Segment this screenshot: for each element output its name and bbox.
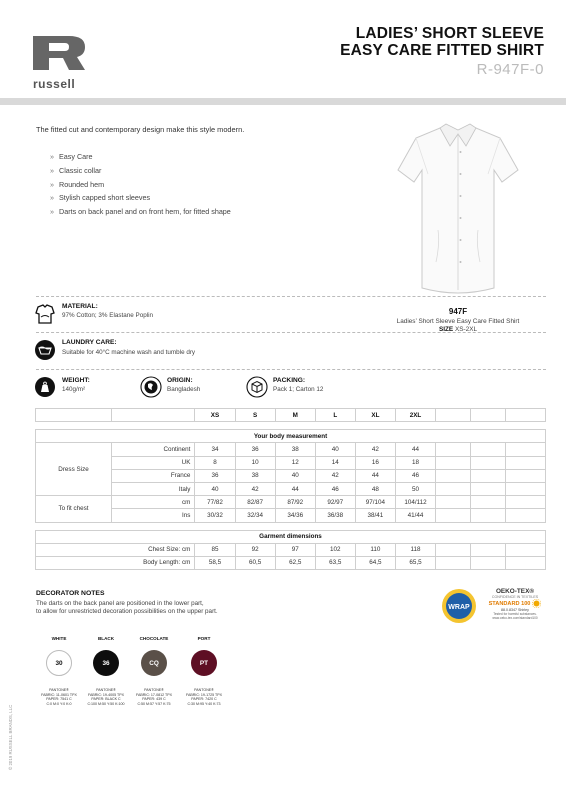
table-header-row [36, 409, 546, 422]
table-row: UK 8 10 12 14 16 18 [36, 456, 546, 469]
bullet-arrow-icon: » [50, 165, 54, 175]
material-text: 97% Cotton; 3% Elastane Poplin [62, 312, 154, 319]
swatch-circle: CQ [141, 650, 167, 676]
laundry-text: Suitable for 40°C machine wash and tumble dry [62, 349, 196, 356]
svg-text:WRAP: WRAP [448, 604, 470, 611]
table-row: Dress Size Continent 34 36 38 40 42 44 [36, 443, 546, 456]
garment-dimensions-heading: Garment dimensions [36, 530, 546, 543]
oeko-sun-icon [532, 599, 541, 608]
colour-swatch-black: BLACK 36 PANTONE® FABRIC: 19-4005 TPX PAPER: BLACK C C:100 M:50 Y:50 K:100 [87, 636, 125, 706]
globe-icon [140, 376, 162, 398]
table-header: S [235, 409, 275, 422]
header-divider-band [0, 98, 566, 105]
table-header: XL [355, 409, 395, 422]
caption-code: 947F [448, 307, 468, 316]
chest-label: To fit chest [36, 496, 112, 522]
russell-logo [33, 36, 89, 91]
table-header: 2XL [395, 409, 435, 422]
title-line-1: LADIES’ SHORT SLEEVE [355, 25, 544, 42]
decorator-heading: DECORATOR NOTES [36, 590, 105, 597]
copyright-text: © 2019 RUSSELL BRANDS, LLC [8, 704, 13, 770]
origin-heading: ORIGIN: [167, 377, 193, 384]
table-header: XS [195, 409, 235, 422]
bullet-arrow-icon: » [50, 193, 54, 203]
swatch-circle: 36 [93, 650, 119, 676]
product-code: R-947F-0 [476, 61, 544, 78]
bullet-arrow-icon: » [50, 207, 54, 217]
colour-swatch-white: WHITE 30 PANTONE® FABRIC: 11-0601 TPX PAPER: 7541 C C:0 M:0 Y:0 K:0 [41, 636, 77, 706]
table-section-row [36, 530, 546, 543]
weight-icon [34, 376, 56, 398]
table-header: M [275, 409, 315, 422]
packing-heading: PACKING: [273, 377, 306, 384]
laundry-wash-icon [34, 339, 56, 361]
table-row: Italy 40 42 44 46 48 50 [36, 482, 546, 495]
product-caption [370, 307, 546, 333]
weight-text: 140g/m² [62, 386, 86, 393]
list-item: » Rounded hem [50, 179, 105, 189]
intro-text: The fitted cut and contemporary design make this style modern. [36, 125, 245, 134]
feature-list [50, 152, 231, 221]
list-item: » Stylish capped short sleeves [50, 193, 151, 203]
size-table [35, 408, 546, 570]
product-title [340, 25, 544, 78]
swatch-circle: 30 [46, 650, 72, 676]
decorator-text: The darts on the back panel are positioned in the lower part, to allow for unrestricted decoration possibilities on the upper part. [36, 600, 218, 616]
table-row: Ins 30/32 32/34 34/36 36/38 38/41 41/44 [36, 509, 546, 522]
laundry-heading: LAUNDRY CARE: [62, 339, 117, 346]
russell-r-mark-icon [33, 36, 85, 70]
material-heading: MATERIAL: [62, 303, 98, 310]
table-section-row [36, 430, 546, 443]
dress-size-label: Dress Size [36, 443, 112, 496]
table-row: Chest Size: cm 85 92 97 102 110 118 [36, 543, 546, 556]
origin-text: Bangladesh [167, 386, 201, 393]
table-header: L [315, 409, 355, 422]
caption-name: Ladies’ Short Sleeve Easy Care Fitted Shirt [396, 318, 520, 325]
list-item: » Classic collar [50, 165, 102, 175]
list-item: » Easy Care [50, 152, 93, 161]
title-line-2: EASY CARE FITTED SHIRT [340, 42, 544, 59]
colour-swatch-chocolate: CHOCOLATE CQ PANTONE® FABRIC: 17-0812 TPX PAPER: 439 C C:50 M:57 Y:57 K:75 [135, 636, 173, 706]
wrap-certified-badge-icon [441, 588, 477, 624]
caption-size: SIZE XS-2XL [438, 326, 478, 333]
divider [36, 296, 546, 297]
list-item: » Darts on back panel and on front hem, for fitted shape [50, 207, 231, 217]
packing-text: Pack 1; Carton 12 [273, 386, 324, 393]
table-row: To fit chest cm 77/82 82/87 87/92 92/97 97/104 104/112 [36, 496, 546, 509]
oeko-tex-badge: OEKO-TEX® CONFIDENCE IN TEXTILES STANDARD 100 88.0.8347 Shirley Tested for harmful substances. www.oeko-tex.com/standard100 [480, 588, 550, 620]
table-row: France 36 38 40 42 44 46 [36, 469, 546, 482]
weight-heading: WEIGHT: [62, 377, 90, 384]
table-row: Body Length: cm 58,5 60,5 62,5 63,5 64,5 65,5 [36, 556, 546, 569]
colour-swatch-port: PORT PT PANTONE® FABRIC: 19-1725 TPX PAPER: 7420 C C:30 M:95 Y:40 K:73 [185, 636, 223, 706]
swatch-circle: PT [191, 650, 217, 676]
shirt-image [388, 112, 528, 302]
divider [36, 332, 546, 333]
body-measurement-heading: Your body measurement [36, 430, 546, 443]
bullet-arrow-icon: » [50, 152, 54, 161]
bullet-arrow-icon: » [50, 179, 54, 189]
divider [36, 369, 546, 370]
brand-wordmark: russell [33, 77, 76, 91]
box-icon [246, 376, 268, 398]
material-shirt-icon [34, 303, 56, 325]
